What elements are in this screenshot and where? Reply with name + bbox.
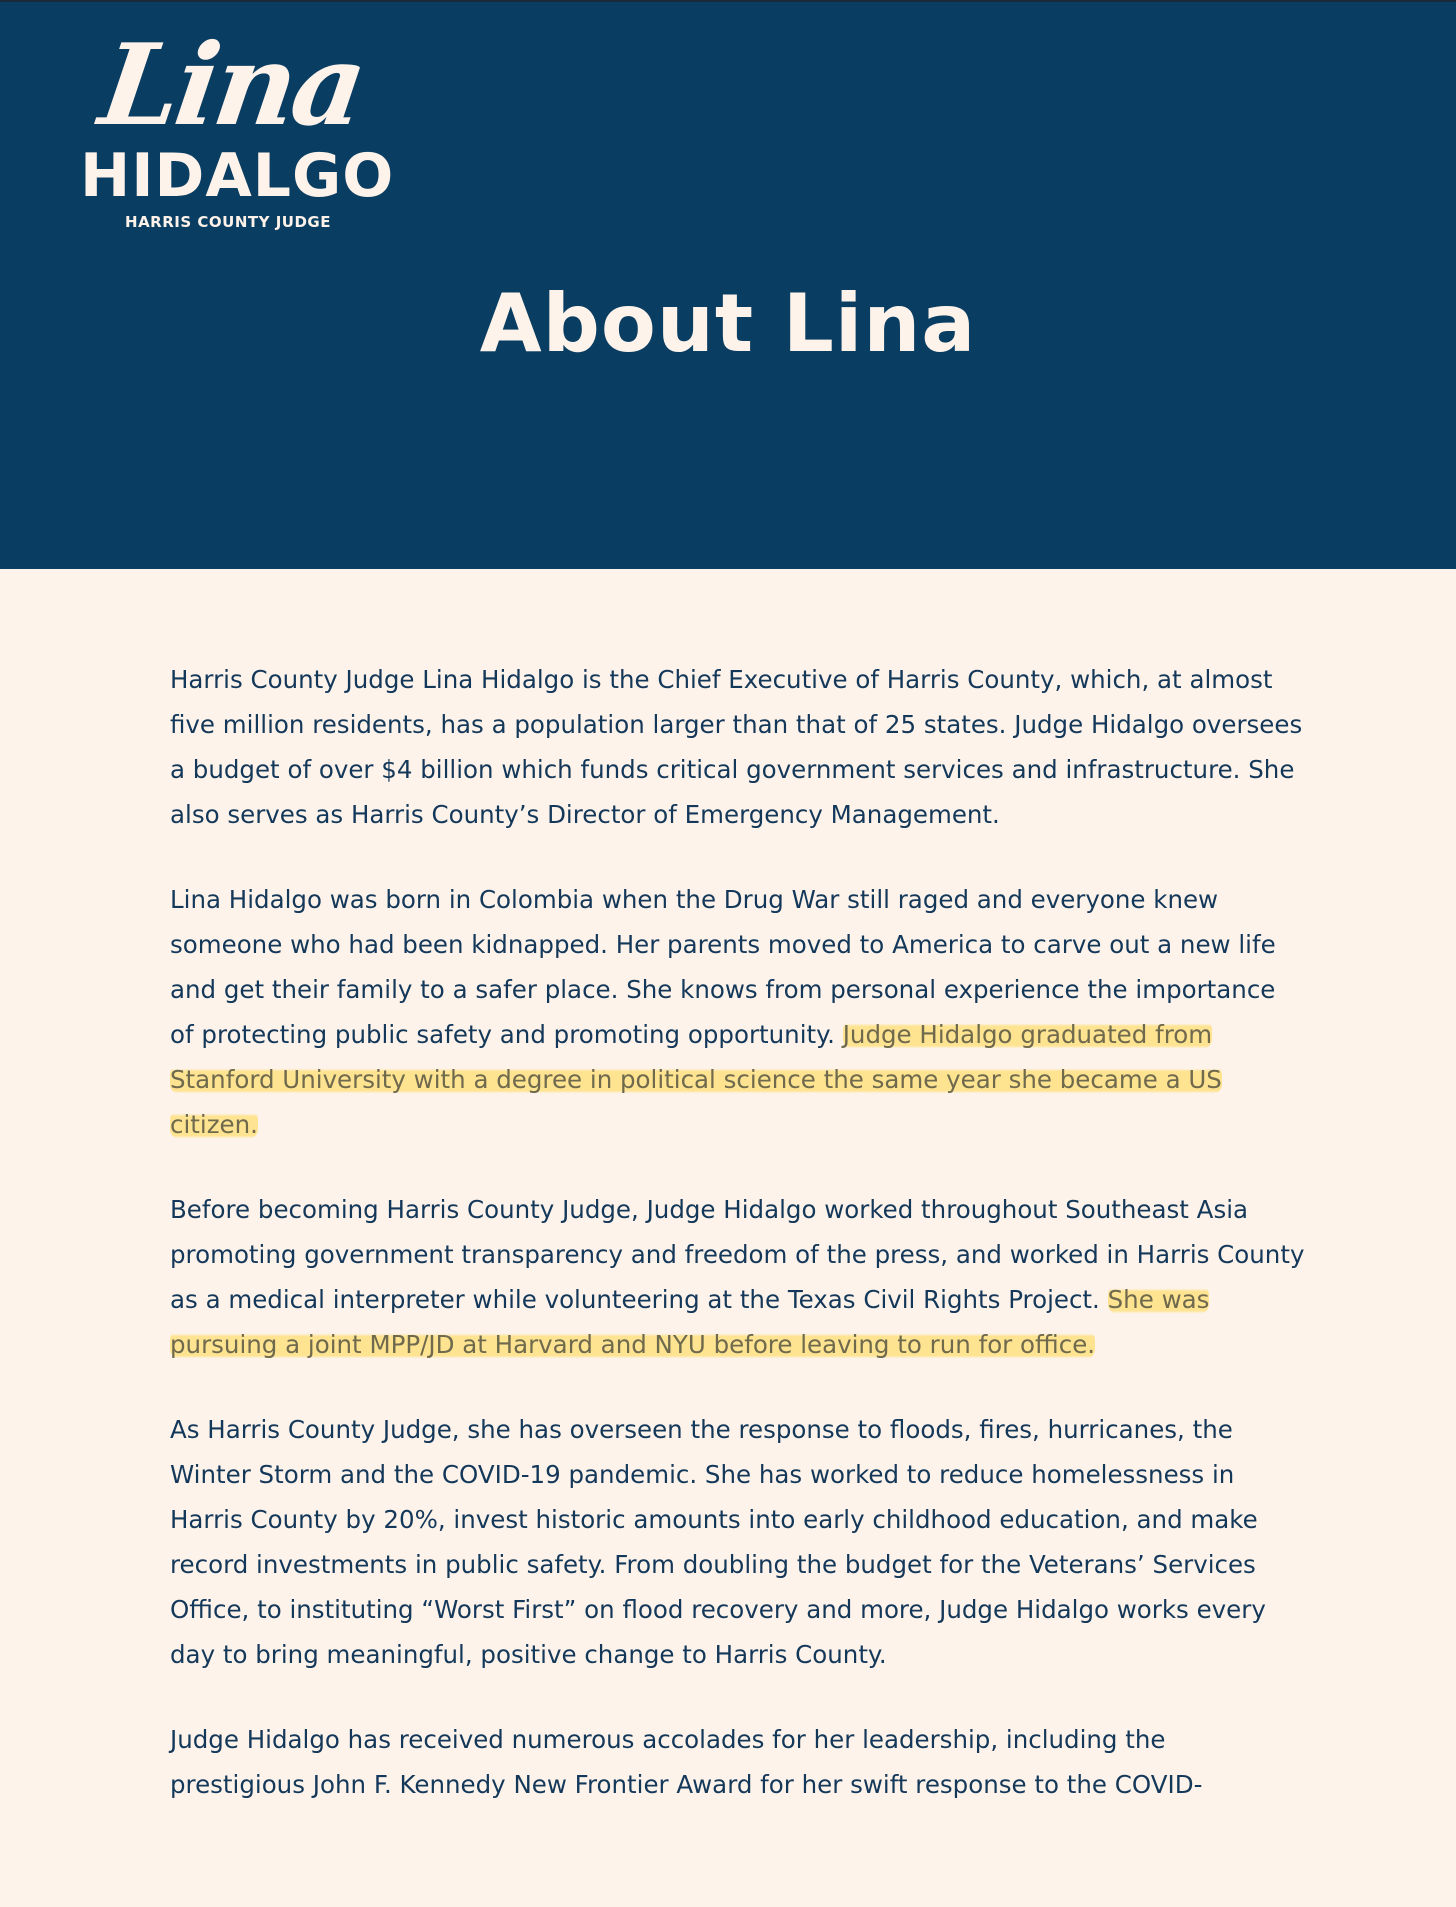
about-content bbox=[170, 657, 1305, 1847]
paragraph-text: Lina Hidalgo was born in Colombia when the Drug War still raged and everyone knew someone who had been kidnapped. Her parents moved to America to carve out a new life and get their family to a safer place. She knows from personal experience the importance of protecting public safety and promoting opportunity. bbox=[170, 885, 1276, 1049]
logo-subtitle: HARRIS COUNTY JUDGE bbox=[125, 213, 331, 231]
lina-hidalgo-logo[interactable] bbox=[80, 20, 395, 240]
logo-script-name: Lina bbox=[92, 20, 371, 151]
bio-paragraph-3 bbox=[170, 1187, 1305, 1367]
paragraph-text: Harris County Judge Lina Hidalgo is the Chief Executive of Harris County, which, at almost five million residents, has a population larger than that of 25 states. Judge Hidalgo oversees a budget of over $4 billion which funds critical government services and infrastructure. She also serves as Harris County’s Director of Emergency Management. bbox=[170, 665, 1303, 829]
page-header bbox=[0, 0, 1456, 569]
highlighted-text: She was pursuing a joint MPP/JD at Harvard and NYU before leaving to run for office. bbox=[170, 1285, 1210, 1359]
logo-surname: HIDALGO bbox=[80, 141, 395, 211]
bio-paragraph-5 bbox=[170, 1717, 1305, 1807]
bio-paragraph-4 bbox=[170, 1407, 1305, 1677]
paragraph-text: Judge Hidalgo has received numerous accolades for her leadership, including the prestigious John F. Kennedy New Frontier Award for her swift response to the COVID- bbox=[170, 1725, 1203, 1799]
bio-paragraph-2 bbox=[170, 877, 1305, 1147]
bio-paragraph-1 bbox=[170, 657, 1305, 837]
highlighted-text: Judge Hidalgo graduated from Stanford University with a degree in political science the same year she became a US citizen. bbox=[170, 1020, 1222, 1139]
paragraph-text: As Harris County Judge, she has overseen the response to floods, fires, hurricanes, the Winter Storm and the COVID-19 pandemic. She has worked to reduce homelessness in Harris County by 20%, invest historic amounts into early childhood education, and make record investments in public safety. From doubling the budget for the Veterans’ Services Office, to instituting “Worst First” on flood recovery and more, Judge Hidalgo works every day to bring meaningful, positive change to Harris County. bbox=[170, 1415, 1266, 1669]
page-title: About Lina bbox=[479, 277, 977, 370]
paragraph-text: Before becoming Harris County Judge, Judge Hidalgo worked throughout Southeast Asia promoting government transparency and freedom of the press, and worked in Harris County as a medical interpreter while volunteering at the Texas Civil Rights Project. bbox=[170, 1195, 1305, 1314]
